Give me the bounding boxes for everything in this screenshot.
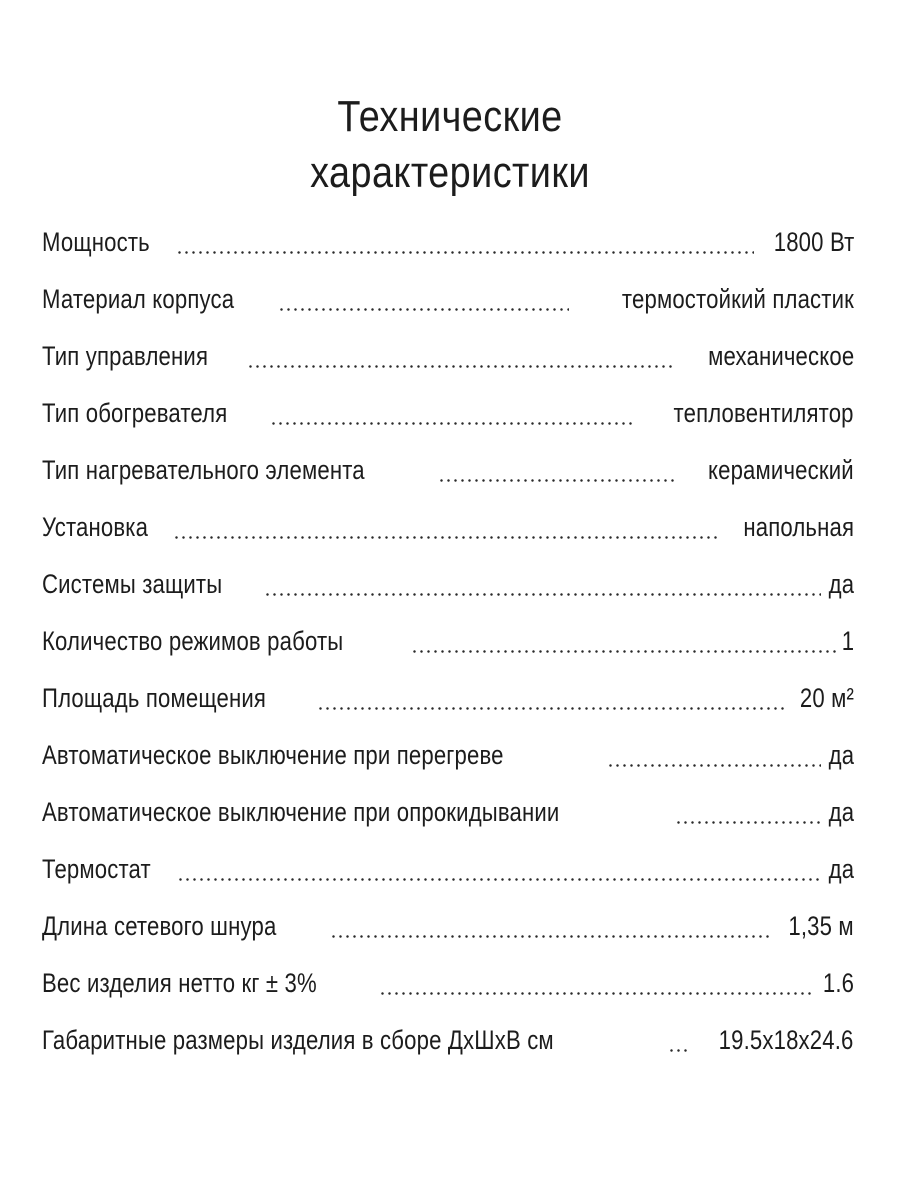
spec-value: 1800 Вт: [773, 227, 854, 257]
spec-label: Тип нагревательного элемента: [42, 455, 365, 485]
spec-value: 20 м²: [799, 683, 854, 713]
spec-row-cord-length: [42, 898, 854, 955]
dot-leader: [177, 841, 821, 898]
page-title-line-2: характеристики: [310, 148, 590, 198]
spec-value: 1,35 м: [788, 911, 854, 941]
spec-row-heating-element: [42, 442, 854, 499]
spec-label: Системы защиты: [42, 569, 223, 599]
spec-value: 1.6: [822, 968, 854, 998]
dot-leader: [317, 670, 786, 727]
dot-leader: [330, 898, 772, 955]
spec-row-overheat-shutoff: [42, 727, 854, 784]
spec-label: Установка: [42, 512, 149, 542]
spec-label: Площадь помещения: [42, 683, 267, 713]
specifications-list: [42, 214, 854, 1069]
spec-value: да: [828, 854, 854, 884]
spec-label: Длина сетевого шнура: [42, 911, 277, 941]
spec-row-power: [42, 214, 854, 271]
page-title: [63, 89, 837, 201]
spec-label: Габаритные размеры изделия в сборе ДхШхВ см: [42, 1025, 554, 1055]
spec-row-body-material: [42, 271, 854, 328]
spec-label: Мощность: [42, 227, 150, 257]
dot-leader: [438, 442, 675, 499]
spec-row-dimensions: [42, 1012, 854, 1069]
spec-label: Автоматическое выключение при опрокидывании: [42, 797, 560, 827]
spec-row-room-area: [42, 670, 854, 727]
spec-value: да: [828, 569, 854, 599]
spec-row-thermostat: [42, 841, 854, 898]
spec-label: Вес изделия нетто кг ± 3%: [42, 968, 317, 998]
spec-row-installation: [42, 499, 854, 556]
page-title-line-1: Технические: [337, 92, 563, 142]
spec-label: Материал корпуса: [42, 284, 235, 314]
dot-leader: [411, 613, 836, 670]
spec-label: Тип управления: [42, 341, 209, 371]
dot-leader: [675, 784, 821, 841]
spec-label: Количество режимов работы: [42, 626, 344, 656]
spec-value: механическое: [707, 341, 854, 371]
dot-leader: [176, 214, 754, 271]
spec-value: керамический: [708, 455, 854, 485]
spec-value: 1: [841, 626, 854, 656]
dot-leader: [379, 955, 814, 1012]
spec-value: термостойкий пластик: [621, 284, 854, 314]
dot-leader: [607, 727, 821, 784]
dot-leader: [278, 271, 569, 328]
spec-value: да: [828, 740, 854, 770]
spec-row-operating-modes: [42, 613, 854, 670]
spec-value: тепловентилятор: [673, 398, 854, 428]
spec-value: 19.5x18x24.6: [719, 1025, 854, 1055]
dot-leader: [264, 556, 821, 613]
spec-row-protection-systems: [42, 556, 854, 613]
dot-leader: [270, 385, 632, 442]
dot-leader: [173, 499, 716, 556]
spec-row-net-weight: [42, 955, 854, 1012]
spec-label: Тип обогревателя: [42, 398, 228, 428]
spec-row-heater-type: [42, 385, 854, 442]
spec-label: Автоматическое выключение при перегреве: [42, 740, 504, 770]
spec-row-tip-over-shutoff: [42, 784, 854, 841]
spec-label: Термостат: [42, 854, 151, 884]
dot-leader: [668, 1012, 687, 1069]
spec-row-control-type: [42, 328, 854, 385]
spec-value: да: [828, 797, 854, 827]
spec-value: напольная: [743, 512, 854, 542]
dot-leader: [247, 328, 674, 385]
